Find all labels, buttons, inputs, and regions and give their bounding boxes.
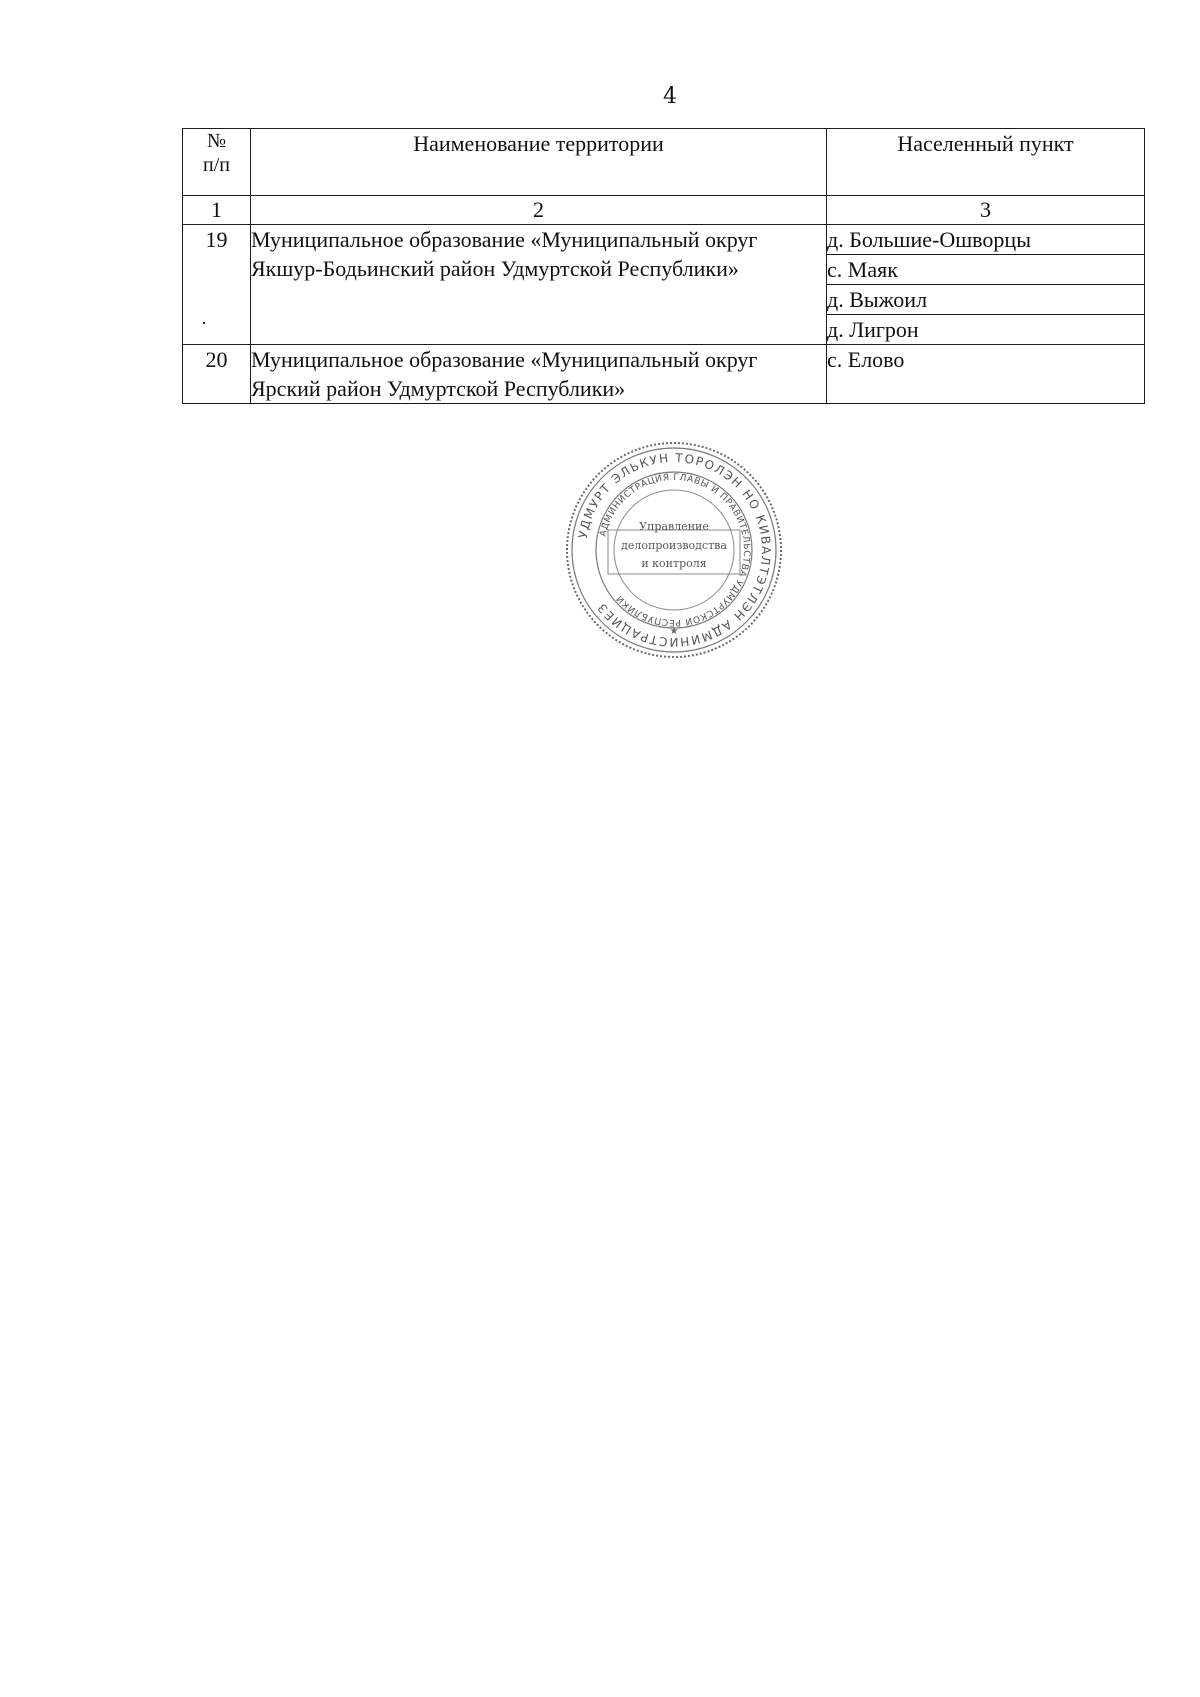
territory-name: Муниципальное образование «Муниципальный округ Якшур-Бодьинский район Удмуртской Республики»: [251, 225, 827, 345]
seal-outer-text: УДМУРТ ЭЛЬКУН ТОРОЛЭН НО КИВАЛТЭТЛЭН АДМИНИСТРАЦИЕЗ: [575, 450, 774, 650]
settlement-cell: д. Выжоил: [827, 285, 1145, 315]
settlement-cell: д. Большие-Ошворцы: [827, 225, 1145, 255]
table-header-row: [183, 129, 1145, 196]
column-index-3: 3: [827, 196, 1145, 225]
table-row: [183, 345, 1145, 404]
column-index-1: 1: [183, 196, 251, 225]
seal-star-icon: ★: [669, 626, 679, 637]
row-number: 20: [183, 345, 251, 404]
seal-inner-text: АДМИНИСТРАЦИЯ ГЛАВЫ И ПРАВИТЕЛЬСТВА УДМУРТСКОЙ РЕСПУБЛИКИ: [598, 472, 752, 628]
settlement-cell: д. Лигрон: [827, 315, 1145, 345]
settlement-cell: с. Маяк: [827, 255, 1145, 285]
official-seal: [562, 438, 786, 662]
table-row: [183, 225, 1145, 255]
territory-name: Муниципальное образование «Муниципальный округ Ярский район Удмуртской Республики»: [251, 345, 827, 404]
header-settlement: Населенный пункт: [827, 129, 1145, 196]
page-number: 4: [663, 84, 677, 109]
column-index-row: [183, 196, 1145, 225]
seal-center-line3: и контроля: [641, 557, 707, 570]
settlements-table: [182, 128, 1145, 404]
header-territory: Наименование территории: [251, 129, 827, 196]
column-index-2: 2: [251, 196, 827, 225]
header-number: [183, 129, 251, 196]
stray-mark: [203, 322, 205, 324]
header-number-symbol: №: [206, 130, 227, 152]
settlement-cell: с. Елово: [827, 345, 1145, 404]
header-number-label: п/п: [203, 154, 230, 176]
row-number: 19: [183, 225, 251, 345]
seal-center-line2: делопроизводства: [621, 539, 727, 552]
seal-center-line1: Управление: [639, 520, 709, 533]
